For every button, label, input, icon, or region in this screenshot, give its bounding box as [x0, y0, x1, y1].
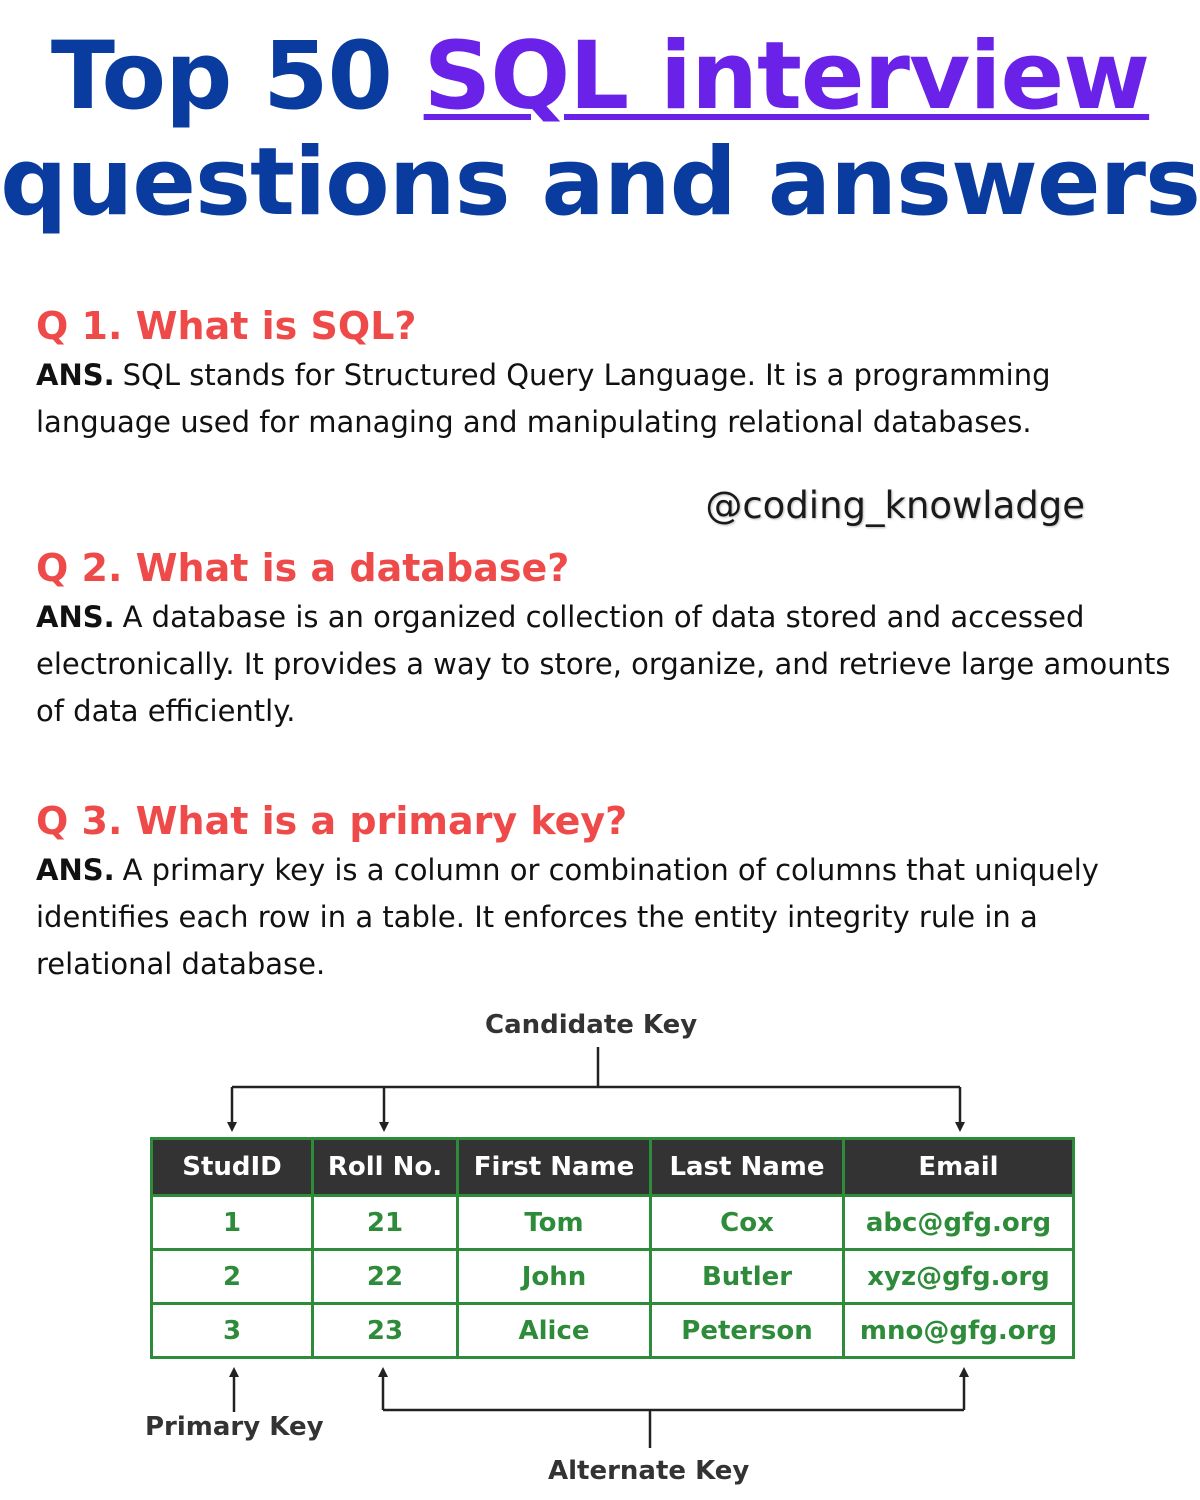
table-cell: 23	[313, 1304, 458, 1358]
table-cell: Butler	[651, 1250, 844, 1304]
table-cell: John	[458, 1250, 651, 1304]
answer-text: A database is an organized collection of data stored and accessed electronically. It provides a way to store, organize, and retrieve large amounts of data efficiently.	[36, 600, 1171, 728]
table-cell: 22	[313, 1250, 458, 1304]
table-cell: mno@gfg.org	[844, 1304, 1074, 1358]
answer-label: ANS.	[36, 358, 115, 392]
page-title-line-2: questions and answers	[0, 128, 1200, 237]
table-cell: Tom	[458, 1196, 651, 1250]
table-row	[152, 1250, 1074, 1304]
column-header-email: Email	[844, 1139, 1074, 1196]
table-cell: Cox	[651, 1196, 844, 1250]
answer-label: ANS.	[36, 853, 115, 887]
question-1: Q 1. What is SQL?	[36, 304, 417, 348]
column-header-rollno: Roll No.	[313, 1139, 458, 1196]
table-cell: 3	[152, 1304, 313, 1358]
primary-key-label: Primary Key	[145, 1412, 324, 1442]
table-cell: xyz@gfg.org	[844, 1250, 1074, 1304]
column-header-studid: StudID	[152, 1139, 313, 1196]
column-header-firstname: First Name	[458, 1139, 651, 1196]
column-header-lastname: Last Name	[651, 1139, 844, 1196]
answer-label: ANS.	[36, 600, 115, 634]
table-row	[152, 1196, 1074, 1250]
answer-text: SQL stands for Structured Query Language. It is a programming language used for managing and manipulating relational databases.	[36, 358, 1051, 439]
alternate-key-bracket	[383, 1372, 964, 1448]
answer-text: A primary key is a column or combination of columns that uniquely identifies each row in a table. It enforces the entity integrity rule in a relational database.	[36, 853, 1099, 981]
title-prefix: Top 50	[50, 22, 424, 131]
title-highlight-link[interactable]: SQL interview	[423, 22, 1150, 131]
candidate-key-label: Candidate Key	[485, 1010, 698, 1040]
table-cell: 1	[152, 1196, 313, 1250]
alternate-key-label: Alternate Key	[548, 1456, 750, 1486]
table-cell: 21	[313, 1196, 458, 1250]
author-handle: @coding_knowladge	[705, 484, 1085, 527]
question-2: Q 2. What is a database?	[36, 546, 570, 590]
table-cell: Alice	[458, 1304, 651, 1358]
table-cell: abc@gfg.org	[844, 1196, 1074, 1250]
table-header-row	[152, 1139, 1074, 1196]
student-keys-table	[150, 1137, 1075, 1359]
table-cell: Peterson	[651, 1304, 844, 1358]
table-cell: 2	[152, 1250, 313, 1304]
question-3: Q 3. What is a primary key?	[36, 799, 628, 843]
table-row	[152, 1304, 1074, 1358]
candidate-key-bracket	[232, 1047, 960, 1127]
